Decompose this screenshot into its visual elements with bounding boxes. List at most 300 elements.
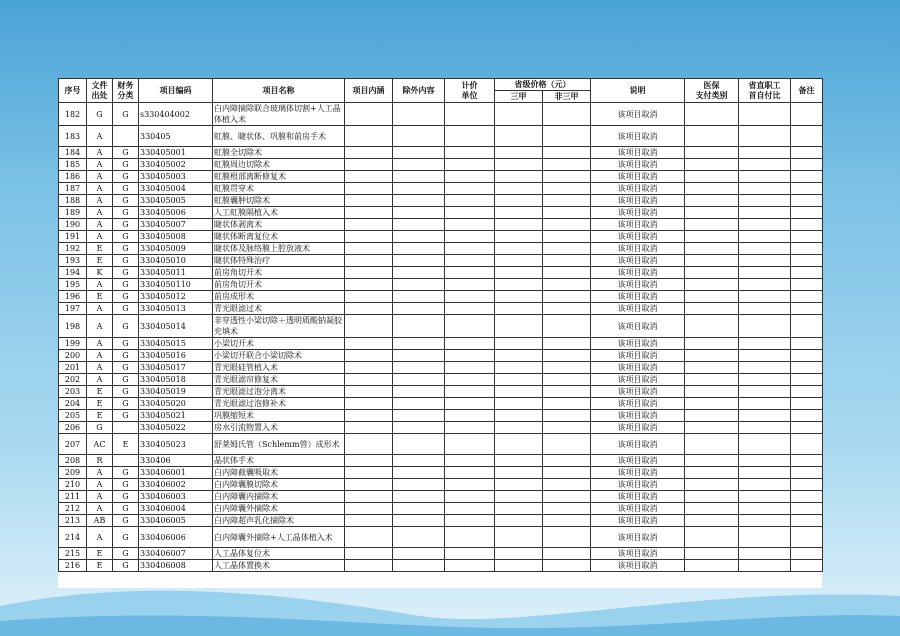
table-row bbox=[59, 183, 823, 195]
row-scope bbox=[345, 315, 393, 338]
row-exclusions bbox=[393, 362, 445, 374]
row-scope bbox=[345, 291, 393, 303]
row-provincial bbox=[739, 548, 791, 560]
row-scope bbox=[345, 527, 393, 548]
table-row bbox=[59, 386, 823, 398]
row-doc-source: A bbox=[87, 303, 113, 315]
document-page bbox=[58, 78, 822, 588]
row-unit bbox=[445, 467, 495, 479]
table-row bbox=[59, 267, 823, 279]
row-finance-class: E bbox=[113, 434, 139, 455]
row-insurance bbox=[685, 479, 739, 491]
decorative-wave bbox=[0, 566, 900, 636]
row-provincial bbox=[739, 410, 791, 422]
table-row bbox=[59, 147, 823, 159]
row-doc-source: E bbox=[87, 243, 113, 255]
row-exclusions bbox=[393, 195, 445, 207]
row-description: 该项目取消 bbox=[591, 362, 685, 374]
row-name: 白内障截囊吸取术 bbox=[213, 467, 345, 479]
row-doc-source: A bbox=[87, 279, 113, 291]
row-finance-class: G bbox=[113, 315, 139, 338]
row-provincial bbox=[739, 243, 791, 255]
row-seq: 203 bbox=[59, 386, 87, 398]
row-seq: 186 bbox=[59, 171, 87, 183]
row-unit bbox=[445, 386, 495, 398]
row-price-b bbox=[543, 362, 591, 374]
row-scope bbox=[345, 386, 393, 398]
row-name: 非穿透性小梁切除＋透明质酸钠凝胶充填术 bbox=[213, 315, 345, 338]
row-description: 该项目取消 bbox=[591, 207, 685, 219]
row-unit bbox=[445, 479, 495, 491]
table-row bbox=[59, 455, 823, 467]
row-remark bbox=[791, 374, 823, 386]
row-unit bbox=[445, 103, 495, 126]
row-seq: 189 bbox=[59, 207, 87, 219]
table-row bbox=[59, 243, 823, 255]
table-row bbox=[59, 171, 823, 183]
table-row bbox=[59, 398, 823, 410]
row-code: 330405003 bbox=[139, 171, 213, 183]
row-seq: 197 bbox=[59, 303, 87, 315]
row-finance-class: G bbox=[113, 410, 139, 422]
row-insurance bbox=[685, 467, 739, 479]
header-name: 项目名称 bbox=[213, 79, 345, 103]
row-exclusions bbox=[393, 231, 445, 243]
table-row bbox=[59, 467, 823, 479]
row-remark bbox=[791, 362, 823, 374]
row-finance-class: G bbox=[113, 374, 139, 386]
row-exclusions bbox=[393, 291, 445, 303]
row-provincial bbox=[739, 398, 791, 410]
row-finance-class: G bbox=[113, 479, 139, 491]
table-row bbox=[59, 126, 823, 147]
row-unit bbox=[445, 410, 495, 422]
row-remark bbox=[791, 147, 823, 159]
row-doc-source: A bbox=[87, 503, 113, 515]
table-row bbox=[59, 219, 823, 231]
row-scope bbox=[345, 467, 393, 479]
row-price-b bbox=[543, 455, 591, 467]
row-price-b bbox=[543, 126, 591, 147]
row-doc-source: E bbox=[87, 410, 113, 422]
row-description: 该项目取消 bbox=[591, 159, 685, 171]
row-remark bbox=[791, 548, 823, 560]
row-remark bbox=[791, 350, 823, 362]
row-scope bbox=[345, 219, 393, 231]
row-finance-class: G bbox=[113, 231, 139, 243]
row-finance-class: G bbox=[113, 362, 139, 374]
row-price-a bbox=[495, 515, 543, 527]
row-description: 该项目取消 bbox=[591, 338, 685, 350]
row-scope bbox=[345, 374, 393, 386]
row-provincial bbox=[739, 491, 791, 503]
row-seq: 206 bbox=[59, 422, 87, 434]
row-name: 虹膜、睫状体、巩膜和前房手术 bbox=[213, 126, 345, 147]
row-insurance bbox=[685, 434, 739, 455]
row-insurance bbox=[685, 455, 739, 467]
row-price-b bbox=[543, 207, 591, 219]
row-seq: 194 bbox=[59, 267, 87, 279]
row-name: 青光眼滤过术 bbox=[213, 303, 345, 315]
row-name: 房水引流物置入术 bbox=[213, 422, 345, 434]
row-price-a bbox=[495, 350, 543, 362]
row-exclusions bbox=[393, 243, 445, 255]
row-provincial bbox=[739, 303, 791, 315]
row-finance-class bbox=[113, 126, 139, 147]
row-scope bbox=[345, 255, 393, 267]
row-seq: 199 bbox=[59, 338, 87, 350]
row-seq: 188 bbox=[59, 195, 87, 207]
row-finance-class: G bbox=[113, 207, 139, 219]
row-doc-source: E bbox=[87, 560, 113, 572]
row-unit bbox=[445, 422, 495, 434]
row-description: 该项目取消 bbox=[591, 527, 685, 548]
row-remark bbox=[791, 243, 823, 255]
row-doc-source: A bbox=[87, 527, 113, 548]
table-row bbox=[59, 515, 823, 527]
row-finance-class bbox=[113, 422, 139, 434]
table-row bbox=[59, 231, 823, 243]
row-exclusions bbox=[393, 103, 445, 126]
row-doc-source: G bbox=[87, 422, 113, 434]
row-remark bbox=[791, 267, 823, 279]
row-finance-class: G bbox=[113, 255, 139, 267]
row-unit bbox=[445, 374, 495, 386]
row-code: 330405001 bbox=[139, 147, 213, 159]
row-remark bbox=[791, 338, 823, 350]
row-name: 虹膜根部离断修复术 bbox=[213, 171, 345, 183]
row-provincial bbox=[739, 126, 791, 147]
row-unit bbox=[445, 527, 495, 548]
row-price-a bbox=[495, 548, 543, 560]
row-insurance bbox=[685, 503, 739, 515]
row-price-a bbox=[495, 315, 543, 338]
row-scope bbox=[345, 147, 393, 159]
row-code: 330405 bbox=[139, 126, 213, 147]
row-price-b bbox=[543, 398, 591, 410]
row-description: 该项目取消 bbox=[591, 267, 685, 279]
row-remark bbox=[791, 410, 823, 422]
row-insurance bbox=[685, 103, 739, 126]
row-remark bbox=[791, 207, 823, 219]
row-exclusions bbox=[393, 479, 445, 491]
row-doc-source: AB bbox=[87, 515, 113, 527]
row-price-a bbox=[495, 126, 543, 147]
row-name: 青光眼滤帘修复术 bbox=[213, 374, 345, 386]
row-scope bbox=[345, 103, 393, 126]
row-unit bbox=[445, 503, 495, 515]
row-remark bbox=[791, 103, 823, 126]
row-description: 该项目取消 bbox=[591, 503, 685, 515]
row-code: 330406 bbox=[139, 455, 213, 467]
row-price-b bbox=[543, 422, 591, 434]
row-remark bbox=[791, 195, 823, 207]
row-remark bbox=[791, 183, 823, 195]
row-name: 小梁切开术 bbox=[213, 338, 345, 350]
row-price-a bbox=[495, 279, 543, 291]
row-provincial bbox=[739, 422, 791, 434]
row-insurance bbox=[685, 303, 739, 315]
row-name: 白内障囊外摘除+人工晶体植入术 bbox=[213, 527, 345, 548]
row-exclusions bbox=[393, 503, 445, 515]
row-doc-source: K bbox=[87, 267, 113, 279]
row-description: 该项目取消 bbox=[591, 410, 685, 422]
row-seq: 185 bbox=[59, 159, 87, 171]
row-seq: 213 bbox=[59, 515, 87, 527]
row-code: 330405022 bbox=[139, 422, 213, 434]
row-doc-source: A bbox=[87, 315, 113, 338]
row-provincial bbox=[739, 315, 791, 338]
row-price-b bbox=[543, 279, 591, 291]
row-finance-class: G bbox=[113, 527, 139, 548]
row-insurance bbox=[685, 338, 739, 350]
table-row bbox=[59, 207, 823, 219]
row-finance-class: G bbox=[113, 103, 139, 126]
row-seq: 187 bbox=[59, 183, 87, 195]
row-price-a bbox=[495, 171, 543, 183]
row-code: 330405014 bbox=[139, 315, 213, 338]
row-description: 该项目取消 bbox=[591, 103, 685, 126]
row-exclusions bbox=[393, 350, 445, 362]
row-price-a bbox=[495, 434, 543, 455]
row-price-a bbox=[495, 398, 543, 410]
row-finance-class: G bbox=[113, 467, 139, 479]
row-exclusions bbox=[393, 255, 445, 267]
header-price-b: 非三甲 bbox=[543, 91, 591, 103]
row-scope bbox=[345, 231, 393, 243]
row-price-b bbox=[543, 291, 591, 303]
row-seq: 192 bbox=[59, 243, 87, 255]
row-provincial bbox=[739, 171, 791, 183]
row-code: 330405016 bbox=[139, 350, 213, 362]
row-name: 白内障囊膜切除术 bbox=[213, 479, 345, 491]
row-scope bbox=[345, 398, 393, 410]
header-code: 项目编码 bbox=[139, 79, 213, 103]
table-row bbox=[59, 491, 823, 503]
row-code: 330405005 bbox=[139, 195, 213, 207]
row-code: 330405023 bbox=[139, 434, 213, 455]
row-code: 330405009 bbox=[139, 243, 213, 255]
row-provincial bbox=[739, 147, 791, 159]
row-remark bbox=[791, 422, 823, 434]
row-finance-class bbox=[113, 455, 139, 467]
row-exclusions bbox=[393, 159, 445, 171]
row-insurance bbox=[685, 219, 739, 231]
row-insurance bbox=[685, 410, 739, 422]
row-remark bbox=[791, 527, 823, 548]
row-unit bbox=[445, 291, 495, 303]
row-price-b bbox=[543, 267, 591, 279]
row-name: 睫状体特殊治疗 bbox=[213, 255, 345, 267]
row-exclusions bbox=[393, 147, 445, 159]
row-seq: 209 bbox=[59, 467, 87, 479]
row-price-b bbox=[543, 515, 591, 527]
row-description: 该项目取消 bbox=[591, 291, 685, 303]
row-code: 330405011 bbox=[139, 267, 213, 279]
row-name: 睫状体断离复位术 bbox=[213, 231, 345, 243]
row-name: 青光眼滤过泡修补术 bbox=[213, 398, 345, 410]
row-unit bbox=[445, 147, 495, 159]
row-finance-class: G bbox=[113, 183, 139, 195]
price-table bbox=[58, 78, 823, 572]
row-seq: 195 bbox=[59, 279, 87, 291]
row-code: 330406008 bbox=[139, 560, 213, 572]
row-price-b bbox=[543, 548, 591, 560]
row-name: 白内障摘除联合玻璃体切割+人工晶体植入术 bbox=[213, 103, 345, 126]
row-scope bbox=[345, 491, 393, 503]
row-remark bbox=[791, 279, 823, 291]
row-code: 330405020 bbox=[139, 398, 213, 410]
row-price-b bbox=[543, 255, 591, 267]
row-scope bbox=[345, 410, 393, 422]
row-provincial bbox=[739, 374, 791, 386]
row-code: 330405007 bbox=[139, 219, 213, 231]
row-price-b bbox=[543, 183, 591, 195]
row-provincial bbox=[739, 434, 791, 455]
row-code: 3304050110 bbox=[139, 279, 213, 291]
row-code: 330405021 bbox=[139, 410, 213, 422]
row-finance-class: G bbox=[113, 386, 139, 398]
row-insurance bbox=[685, 159, 739, 171]
row-price-a bbox=[495, 491, 543, 503]
table-row bbox=[59, 291, 823, 303]
row-seq: 202 bbox=[59, 374, 87, 386]
table-row bbox=[59, 159, 823, 171]
row-finance-class: G bbox=[113, 398, 139, 410]
row-price-b bbox=[543, 410, 591, 422]
row-unit bbox=[445, 231, 495, 243]
row-finance-class: G bbox=[113, 279, 139, 291]
table-row bbox=[59, 103, 823, 126]
row-scope bbox=[345, 279, 393, 291]
header-doc-source: 文件 出处 bbox=[87, 79, 113, 103]
row-name: 白内障超声乳化摘除术 bbox=[213, 515, 345, 527]
row-doc-source: A bbox=[87, 479, 113, 491]
row-provincial bbox=[739, 350, 791, 362]
row-insurance bbox=[685, 243, 739, 255]
row-provincial bbox=[739, 503, 791, 515]
row-provincial bbox=[739, 386, 791, 398]
row-name: 睫状体剥离术 bbox=[213, 219, 345, 231]
row-doc-source: A bbox=[87, 207, 113, 219]
row-price-a bbox=[495, 219, 543, 231]
row-unit bbox=[445, 350, 495, 362]
row-code: 330406006 bbox=[139, 527, 213, 548]
row-price-a bbox=[495, 374, 543, 386]
row-doc-source: A bbox=[87, 467, 113, 479]
row-scope bbox=[345, 183, 393, 195]
row-seq: 205 bbox=[59, 410, 87, 422]
table-row bbox=[59, 279, 823, 291]
row-description: 该项目取消 bbox=[591, 398, 685, 410]
row-seq: 208 bbox=[59, 455, 87, 467]
row-code: 330405006 bbox=[139, 207, 213, 219]
row-description: 该项目取消 bbox=[591, 422, 685, 434]
row-name: 人工晶体复位术 bbox=[213, 548, 345, 560]
row-insurance bbox=[685, 207, 739, 219]
row-seq: 193 bbox=[59, 255, 87, 267]
row-code: 330406004 bbox=[139, 503, 213, 515]
row-description: 该项目取消 bbox=[591, 219, 685, 231]
row-provincial bbox=[739, 362, 791, 374]
row-code: s330404002 bbox=[139, 103, 213, 126]
row-provincial bbox=[739, 219, 791, 231]
row-seq: 190 bbox=[59, 219, 87, 231]
header-provincial: 省直职工 首自付比 bbox=[739, 79, 791, 103]
table-row bbox=[59, 255, 823, 267]
row-description: 该项目取消 bbox=[591, 560, 685, 572]
row-scope bbox=[345, 479, 393, 491]
row-scope bbox=[345, 350, 393, 362]
row-provincial bbox=[739, 515, 791, 527]
header-seq: 序号 bbox=[59, 79, 87, 103]
row-exclusions bbox=[393, 434, 445, 455]
row-finance-class: G bbox=[113, 159, 139, 171]
row-price-a bbox=[495, 362, 543, 374]
row-price-b bbox=[543, 350, 591, 362]
row-unit bbox=[445, 515, 495, 527]
row-provincial bbox=[739, 195, 791, 207]
row-provincial bbox=[739, 207, 791, 219]
row-seq: 198 bbox=[59, 315, 87, 338]
row-doc-source: E bbox=[87, 291, 113, 303]
row-unit bbox=[445, 279, 495, 291]
row-remark bbox=[791, 126, 823, 147]
row-price-a bbox=[495, 231, 543, 243]
row-provincial bbox=[739, 467, 791, 479]
row-scope bbox=[345, 434, 393, 455]
row-exclusions bbox=[393, 491, 445, 503]
row-doc-source: A bbox=[87, 350, 113, 362]
row-description: 该项目取消 bbox=[591, 243, 685, 255]
row-exclusions bbox=[393, 467, 445, 479]
row-insurance bbox=[685, 515, 739, 527]
row-price-a bbox=[495, 195, 543, 207]
row-insurance bbox=[685, 147, 739, 159]
row-code: 330406002 bbox=[139, 479, 213, 491]
row-description: 该项目取消 bbox=[591, 279, 685, 291]
row-finance-class: G bbox=[113, 219, 139, 231]
row-remark bbox=[791, 231, 823, 243]
row-remark bbox=[791, 479, 823, 491]
row-doc-source: AC bbox=[87, 434, 113, 455]
table-row bbox=[59, 503, 823, 515]
row-finance-class: G bbox=[113, 560, 139, 572]
row-price-b bbox=[543, 315, 591, 338]
row-provincial bbox=[739, 291, 791, 303]
row-description: 该项目取消 bbox=[591, 183, 685, 195]
row-unit bbox=[445, 126, 495, 147]
row-scope bbox=[345, 159, 393, 171]
table-row bbox=[59, 548, 823, 560]
row-scope bbox=[345, 303, 393, 315]
header-price: 省级价格（元） bbox=[495, 79, 591, 91]
row-doc-source: A bbox=[87, 195, 113, 207]
row-scope bbox=[345, 195, 393, 207]
row-doc-source: R bbox=[87, 455, 113, 467]
row-doc-source: E bbox=[87, 398, 113, 410]
row-exclusions bbox=[393, 171, 445, 183]
row-price-a bbox=[495, 410, 543, 422]
row-seq: 201 bbox=[59, 362, 87, 374]
row-remark bbox=[791, 455, 823, 467]
row-doc-source: A bbox=[87, 183, 113, 195]
row-description: 该项目取消 bbox=[591, 126, 685, 147]
row-price-a bbox=[495, 255, 543, 267]
row-description: 该项目取消 bbox=[591, 231, 685, 243]
row-unit bbox=[445, 183, 495, 195]
row-description: 该项目取消 bbox=[591, 171, 685, 183]
